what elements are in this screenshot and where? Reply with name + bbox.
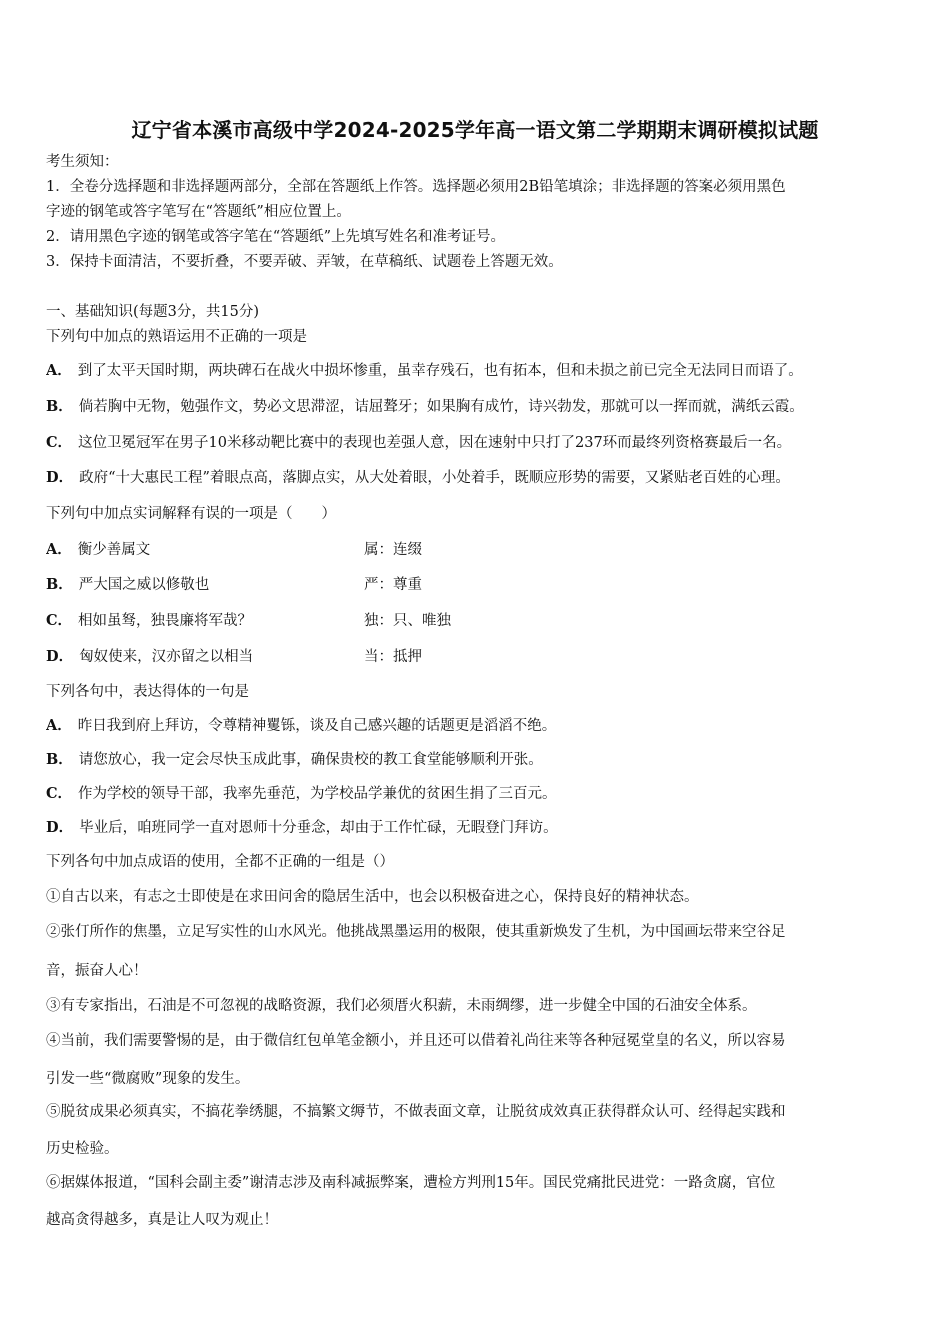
question-2-stem: 下列句中加点实词解释有误的一项是（ ） <box>46 506 336 522</box>
option-text: 匈奴使来，汉亦留之以相当 <box>79 649 254 665</box>
q4-line: 历史检验。 <box>46 1141 119 1157</box>
option-text: 请您放心，我一定会尽快玉成此事，确保贵校的教工食堂能够顺利开张。 <box>78 752 543 768</box>
q1-option-d <box>46 468 908 488</box>
option-text: 相如虽驽，独畏廉将军哉？ <box>78 613 253 629</box>
option-gloss: 属：连缀 <box>364 542 422 558</box>
option-text: 倘若胸中无物，勉强作文，势必文思滞涩，诘屈聱牙；如果胸有成竹，诗兴勃发，那就可以一挥而就，满纸云霞。 <box>78 399 804 415</box>
q1-option-b <box>46 397 908 417</box>
question-4-stem: 下列各句中加点成语的使用，全都不正确的一组是（） <box>46 854 394 870</box>
q4-line: ②张仃所作的焦墨，立足写实性的山水风光。他挑战黑墨运用的极限，使其重新焕发了生机，为中国画坛带来空谷足 <box>46 924 786 940</box>
option-text: 毕业后，咱班同学一直对恩师十分垂念，却由于工作忙碌，无暇登门拜访。 <box>79 820 558 836</box>
notice-line: 2．请用黑色字迹的钢笔或答字笔在“答题纸”上先填写姓名和准考证号。 <box>46 229 506 245</box>
option-label: B． <box>46 576 73 593</box>
option-gloss: 严：尊重 <box>364 577 422 593</box>
option-text: 严大国之威以修敬也 <box>78 577 210 593</box>
option-label: C． <box>46 434 73 451</box>
option-label: D． <box>46 648 74 665</box>
option-label: B． <box>46 751 73 768</box>
option-text: 政府“十大惠民工程”着眼点高，落脚点实，从大处着眼，小处着手，既顺应形势的需要，又紧贴老百姓的心理。 <box>79 470 790 486</box>
section-heading: 一、基础知识(每题3分，共15分) <box>46 304 259 320</box>
q2-option-d <box>46 647 908 667</box>
option-label: C． <box>46 785 73 802</box>
option-label: A． <box>46 541 72 558</box>
option-label: D． <box>46 469 74 486</box>
q4-line: ⑤脱贫成果必须真实，不搞花拳绣腿，不搞繁文缛节，不做表面文章，让脱贫成效真正获得群众认可、经得起实践和 <box>46 1104 786 1120</box>
q4-line: 音，振奋人心！ <box>46 963 148 979</box>
q1-option-a <box>46 361 908 381</box>
notice-heading: 考生须知： <box>46 154 119 170</box>
q3-option-c <box>46 784 908 804</box>
option-gloss: 当：抵押 <box>364 649 422 665</box>
option-text: 这位卫冕冠军在男子10米移动靶比赛中的表现也差强人意，因在速射中只打了237环而最终列资格赛最后一名。 <box>78 435 792 451</box>
notice-line: 1．全卷分选择题和非选择题两部分，全部在答题纸上作答。选择题必须用2B铅笔填涂；非选择题的答案必须用黑色 <box>46 179 786 195</box>
q2-option-c <box>46 611 908 631</box>
option-label: D． <box>46 819 74 836</box>
option-gloss: 独：只、唯独 <box>364 613 451 629</box>
q4-line: ①自古以来，有志之士即使是在求田问舍的隐居生活中，也会以积极奋进之心，保持良好的精神状态。 <box>46 889 699 905</box>
q3-option-d <box>46 818 908 838</box>
question-3-stem: 下列各句中，表达得体的一句是 <box>46 684 249 700</box>
q1-option-c <box>46 433 908 453</box>
q4-line: ④当前，我们需要警惕的是，由于微信红包单笔金额小，并且还可以借着礼尚往来等各种冠冕堂皇的名义，所以容易 <box>46 1033 786 1049</box>
option-label: A． <box>46 717 72 734</box>
option-label: B． <box>46 398 73 415</box>
q4-line: 越高贪得越多，真是让人叹为观止！ <box>46 1212 278 1228</box>
option-label: A． <box>46 362 72 379</box>
notice-line: 3．保持卡面清洁，不要折叠，不要弄破、弄皱，在草稿纸、试题卷上答题无效。 <box>46 254 563 270</box>
q4-line: ③有专家指出，石油是不可忽视的战略资源，我们必须厝火积薪，未雨绸缪，进一步健全中国的石油安全体系。 <box>46 998 757 1014</box>
q2-option-a <box>46 540 908 560</box>
option-text: 到了太平天国时期，两块碑石在战火中损坏惨重，虽幸存残石，也有拓本，但和未损之前已完全无法同日而语了。 <box>77 363 803 379</box>
notice-line: 字迹的钢笔或答字笔写在“答题纸”相应位置上。 <box>46 204 351 220</box>
q4-line: ⑥据媒体报道，“国科会副主委”谢清志涉及南科减振弊案，遭检方判刑15年。国民党痛批民进党：一路贪腐，官位 <box>46 1175 776 1191</box>
q3-option-b <box>46 750 908 770</box>
q2-option-b <box>46 575 908 595</box>
q3-option-a <box>46 716 908 736</box>
option-text: 昨日我到府上拜访，令尊精神矍铄，谈及自己感兴趣的话题更是滔滔不绝。 <box>77 718 557 734</box>
option-label: C． <box>46 612 73 629</box>
q4-line: 引发一些“微腐败”现象的发生。 <box>46 1071 250 1087</box>
option-text: 衡少善属文 <box>77 542 151 558</box>
option-text: 作为学校的领导干部，我率先垂范，为学校品学兼优的贫困生捐了三百元。 <box>78 786 557 802</box>
exam-title: 辽宁省本溪市高级中学2024-2025学年高一语文第二学期期末调研模拟试题 <box>131 118 819 142</box>
question-1-stem: 下列句中加点的熟语运用不正确的一项是 <box>46 329 307 345</box>
